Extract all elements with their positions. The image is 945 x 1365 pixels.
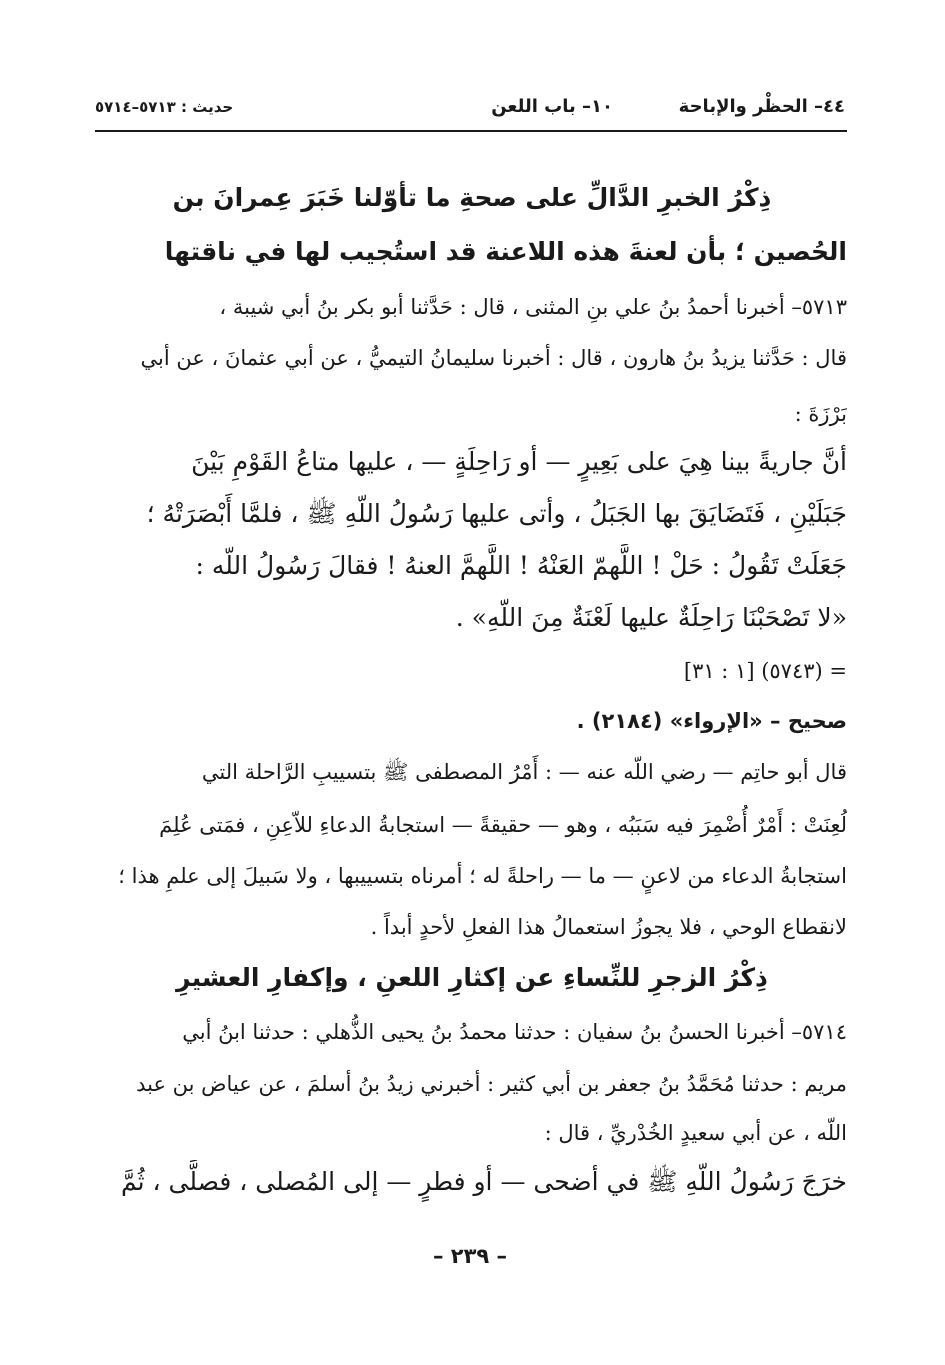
section-heading-line-2: الحُصين ؛ بأن لعنةَ هذه اللاعنة قد استُجيب لها في ناقتها	[164, 237, 847, 266]
hadith-5713-matn-line-2: جَبَلَيْنِ ، فَتَضَايَقَ بها الجَبَلُ ، وأتى عليها رَسُولُ اللّهِ ﷺ ، فلمَّا أَبْصَرَتْهُ ؛	[146, 499, 847, 528]
hadith-5713-isnad-line-2: قال : حَدَّثنا يزيدُ بنُ هارون ، قال : أخبرنا سليمانُ التيميُّ ، عن أبي عثمانَ ، عن أبي	[140, 346, 847, 370]
header-book-title: ٤٤– الحظْر والإباحة	[678, 96, 845, 117]
hadith-5713-matn-line-4: «لا تَصْحَبْنَا رَاحِلَةٌ عليها لَعْنَةٌ مِنَ اللّهِ» .	[455, 603, 847, 632]
header-chapter-title: ١٠– باب اللعن	[491, 96, 613, 117]
hadith-5714-isnad-line-3: اللّه ، عن أبي سعيدٍ الخُدْريِّ ، قال :	[544, 1121, 847, 1145]
page-number: – ٢٣٩ –	[432, 1244, 508, 1268]
hadith-5713-isnad-line-3: بَرْزَةَ :	[794, 402, 847, 426]
hadith-5713-isnad-line-1: ٥٧١٣– أخبرنا أحمدُ بنُ علي بنِ المثنى ، قال : حَدَّثنا أبو بكر بنُ أبي شيبة ،	[219, 295, 847, 319]
section-2-heading: ذِكْرُ الزجرِ للنِّساءِ عن إكثارِ اللعنِ ، وإكفارِ العشيرِ	[176, 963, 768, 992]
header-divider	[95, 130, 847, 132]
section-heading-line-1: ذِكْرُ الخبرِ الدَّالِّ على صحةِ ما تأوّلنا خَبَرَ عِمرانَ بن	[172, 183, 772, 212]
commentary-line-1	[97, 752, 847, 792]
commentary-line-4: لانقطاع الوحي ، فلا يجوزُ استعمالُ هذا الفعلِ لأحدٍ أبداً .	[370, 915, 847, 939]
hadith-5713-reference: = (٥٧٤٣) [١ : ٣١]	[683, 659, 847, 683]
header-hadith-range: حديث : ٥٧١٣–٥٧١٤	[95, 98, 234, 116]
hadith-5714-isnad-line-1: ٥٧١٤– أخبرنا الحسنُ بنُ سفيان : حدثنا محمدُ بنُ يحيى الذُّهلي : حدثنا ابنُ أبي	[182, 1020, 847, 1044]
commentary-line-2: لُعِنَتْ : أَمْرٌ أُضْمِرَ فيه سَبَبُه ، وهو — حقيقةً — استجابةُ الدعاءِ للاّعِنِ ، فمَتى عُلِمَ	[159, 813, 847, 837]
commentary-line-3: استجابةُ الدعاء من لاعنٍ — ما — راحلةً له ؛ أمرناه بتسييبها ، ولا سَبيلَ إلى علمِ هذا ؛	[118, 864, 847, 888]
running-header	[95, 92, 845, 126]
hadith-5713-matn-line-1: أنَّ جاريةً بينا هِيَ على بَعِيرٍ — أو رَاحِلَةٍ — ، عليها متاعُ القَوْمِ بَيْنَ	[191, 447, 847, 476]
hadith-5713-grading: صحيح – «الإرواء» (٢١٨٤) .	[576, 709, 847, 733]
hadith-5714-matn-line-1: خرَجَ رَسُولُ اللّهِ ﷺ في أضحى — أو فطرٍ — إلى المُصلى ، فصلَّى ، ثُمَّ	[120, 1167, 847, 1196]
hadith-5714-isnad-line-2: مريم : حدثنا مُحَمَّدُ بنُ جعفر بن أبي كثير : أخبرني زيدُ بنُ أسلمَ ، عن عياض بن عبد	[136, 1072, 847, 1096]
commentary-line-1-text: قال أبو حاتِم — رضي اللّه عنه — : أَمْرُ المصطفى ﷺ بتسييبِ الرَّاحلة التي	[201, 760, 847, 784]
hadith-5713-matn-line-3: جَعَلَتْ تَقُولُ : حَلْ ! اللَّهمّ العَنْهُ ! اللَّهمَّ العنهُ ! فقالَ رَسُولُ اللّه :	[195, 551, 847, 580]
